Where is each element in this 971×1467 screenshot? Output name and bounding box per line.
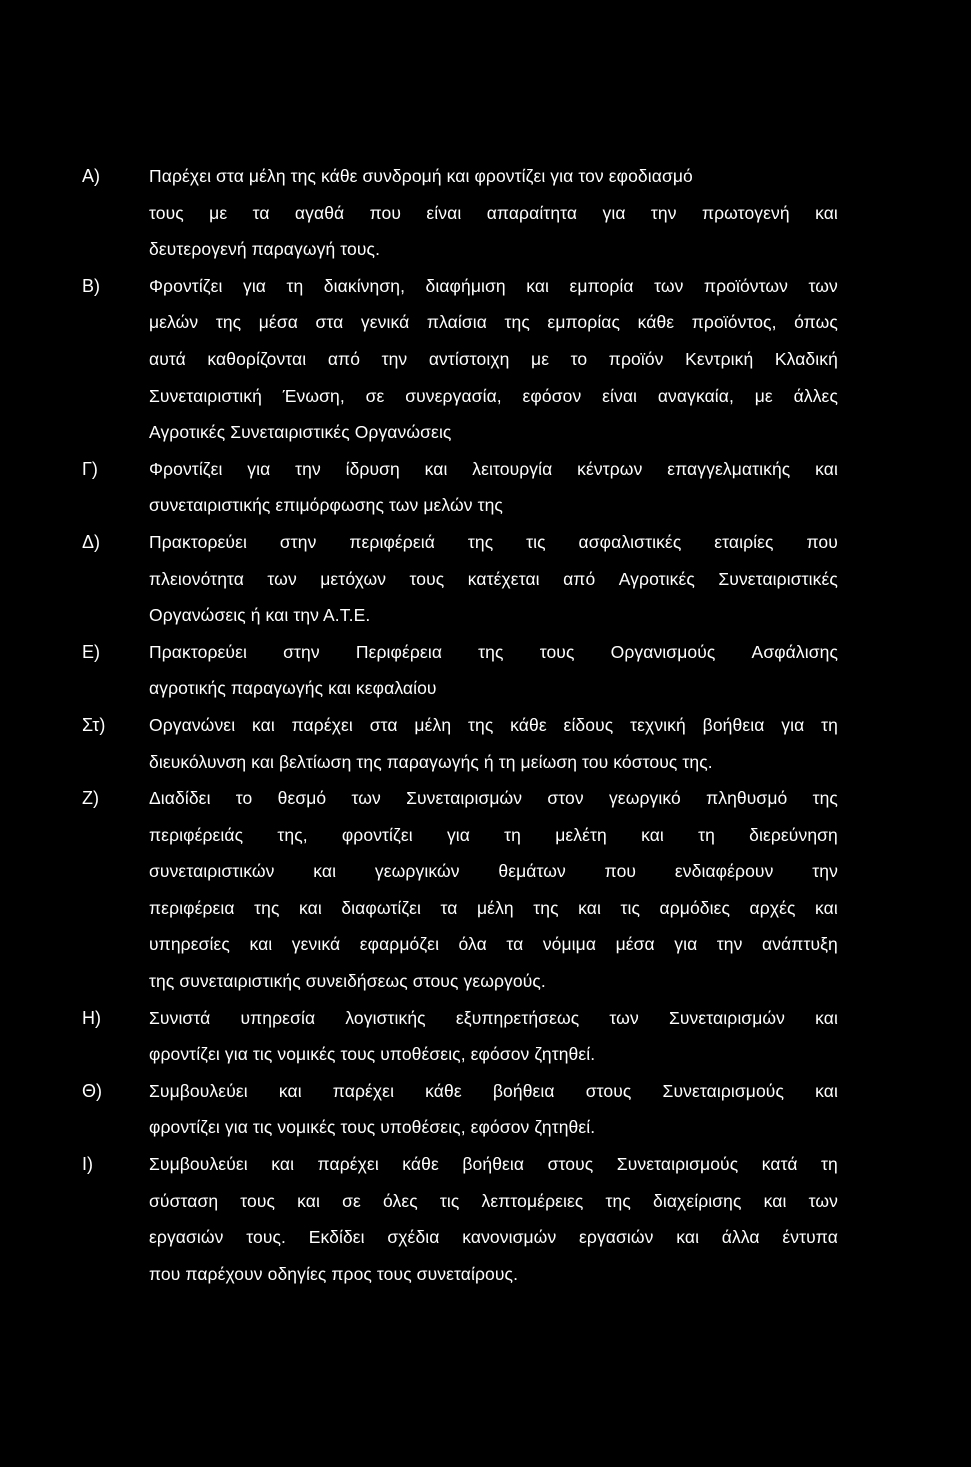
text-line: της συνεταιριστικής συνειδήσεως στους γεωργούς. (149, 971, 546, 992)
text-line: Αγροτικές Συνεταιριστικές Οργανώσεις (149, 422, 452, 443)
text-line: μελών της μέσα στα γενικά πλαίσια της εμπορίας κάθε προϊόντος, όπως (149, 312, 838, 333)
text-line: Φροντίζει για τη διακίνηση, διαφήμιση και εμπορία των προϊόντων των (149, 275, 838, 296)
item-text (149, 451, 842, 524)
item-marker: Ι) (82, 1154, 93, 1175)
item-marker: Α) (82, 166, 100, 186)
text-line: περιφέρειάς της, φροντίζει για τη μελέτη και τη διερεύνηση (149, 824, 838, 845)
text-line: δευτερογενή παραγωγή τους. (149, 239, 381, 260)
item-text (149, 707, 842, 780)
text-line: Παρέχει στα μέλη της κάθε συνδρομή και φροντίζει για τον εφοδιασμό (149, 166, 693, 186)
item-text (149, 1000, 842, 1073)
text-line: που παρέχουν οδηγίες προς τους συνεταίρους. (149, 1263, 519, 1284)
text-line: υπηρεσίες και γενικά εφαρμόζει όλα τα νόμιμα μέσα για την ανάπτυξη (149, 934, 838, 955)
list-item (82, 780, 842, 1000)
text-line: σύσταση τους και σε όλες τις λεπτομέρειες της διαχείρισης και των (149, 1190, 838, 1211)
text-line: περιφέρεια της και διαφωτίζει τα μέλη της και τις αρμόδιες αρχές και (149, 897, 838, 918)
text-line: διευκόλυνση και βελτίωση της παραγωγής ή τη μείωση του κόστους της. (149, 751, 713, 772)
text-line: συνεταιριστικών και γεωργικών θεμάτων που ενδιαφέρουν την (149, 861, 838, 882)
item-marker: Θ) (82, 1080, 102, 1101)
text-line: αγροτικής παραγωγής και κεφαλαίου (149, 678, 437, 699)
item-marker: Στ) (82, 714, 106, 735)
text-line: πλειονότητα των μετόχων τους κατέχεται από Αγροτικές Συνεταιριστικές (149, 568, 838, 589)
list-item (82, 1073, 842, 1146)
text-line: αυτά καθορίζονται από την αντίστοιχη με το προϊόν Κεντρική Κλαδική (149, 348, 838, 369)
text-line: Φροντίζει για την ίδρυση και λειτουργία κέντρων επαγγελματικής και (149, 458, 838, 479)
text-line: Οργανώνει και παρέχει στα μέλη της κάθε είδους τεχνική βοήθεια για τη (149, 714, 838, 735)
item-marker: Γ) (82, 458, 98, 479)
text-line: συνεταιριστικής επιμόρφωσης των μελών της (149, 495, 503, 516)
item-text (149, 1146, 842, 1292)
text-line: Πρακτορεύει στην περιφέρειά της τις ασφαλιστικές εταιρίες που (149, 531, 838, 552)
item-text (149, 1073, 842, 1146)
text-line: Πρακτορεύει στην Περιφέρεια της τους Οργανισμούς Ασφάλισης (149, 641, 838, 662)
item-text (149, 524, 842, 634)
text-line: εργασιών τους. Εκδίδει σχέδια κανονισμών εργασιών και άλλα έντυπα (149, 1227, 838, 1248)
item-marker: Δ) (82, 531, 101, 552)
text-line: φροντίζει για τις νομικές τους υποθέσεις, εφόσον ζητηθεί. (149, 1117, 596, 1138)
text-line: Συμβουλεύει και παρέχει κάθε βοήθεια στους Συνεταιρισμούς κατά τη (149, 1154, 838, 1175)
text-line: Διαδίδει το θεσμό των Συνεταιρισμών στον γεωργικό πληθυσμό της (149, 788, 838, 809)
text-line: Οργανώσεις ή και την Α.Τ.Ε. (149, 605, 371, 626)
text-line: Συνιστά υπηρεσία λογιστικής εξυπηρετήσεως των Συνεταιρισμών και (149, 1007, 838, 1028)
item-text (149, 158, 842, 268)
text-line: Συμβουλεύει και παρέχει κάθε βοήθεια στους Συνεταιρισμούς και (149, 1080, 838, 1101)
item-text (149, 634, 842, 707)
list-item (82, 451, 842, 524)
item-marker: Ε) (82, 641, 100, 662)
text-line: φροντίζει για τις νομικές τους υποθέσεις, εφόσον ζητηθεί. (149, 1044, 596, 1065)
list-item (82, 158, 842, 268)
item-marker: Η) (82, 1007, 101, 1028)
item-marker: Ζ) (82, 788, 99, 809)
list-item (82, 524, 842, 634)
text-line: τους με τα αγαθά που είναι απαραίτητα για την πρωτογενή και (149, 202, 838, 223)
item-text (149, 268, 842, 451)
list-item (82, 634, 842, 707)
text-line: Συνεταιριστική Ένωση, σε συνεργασία, εφόσον είναι αναγκαία, με άλλες (149, 385, 838, 406)
list-item (82, 707, 842, 780)
list-item (82, 1146, 842, 1292)
list-item (82, 268, 842, 451)
list-item (82, 1000, 842, 1073)
article-items-list (82, 158, 842, 1292)
item-marker: Β) (82, 275, 100, 296)
item-text (149, 780, 842, 1000)
